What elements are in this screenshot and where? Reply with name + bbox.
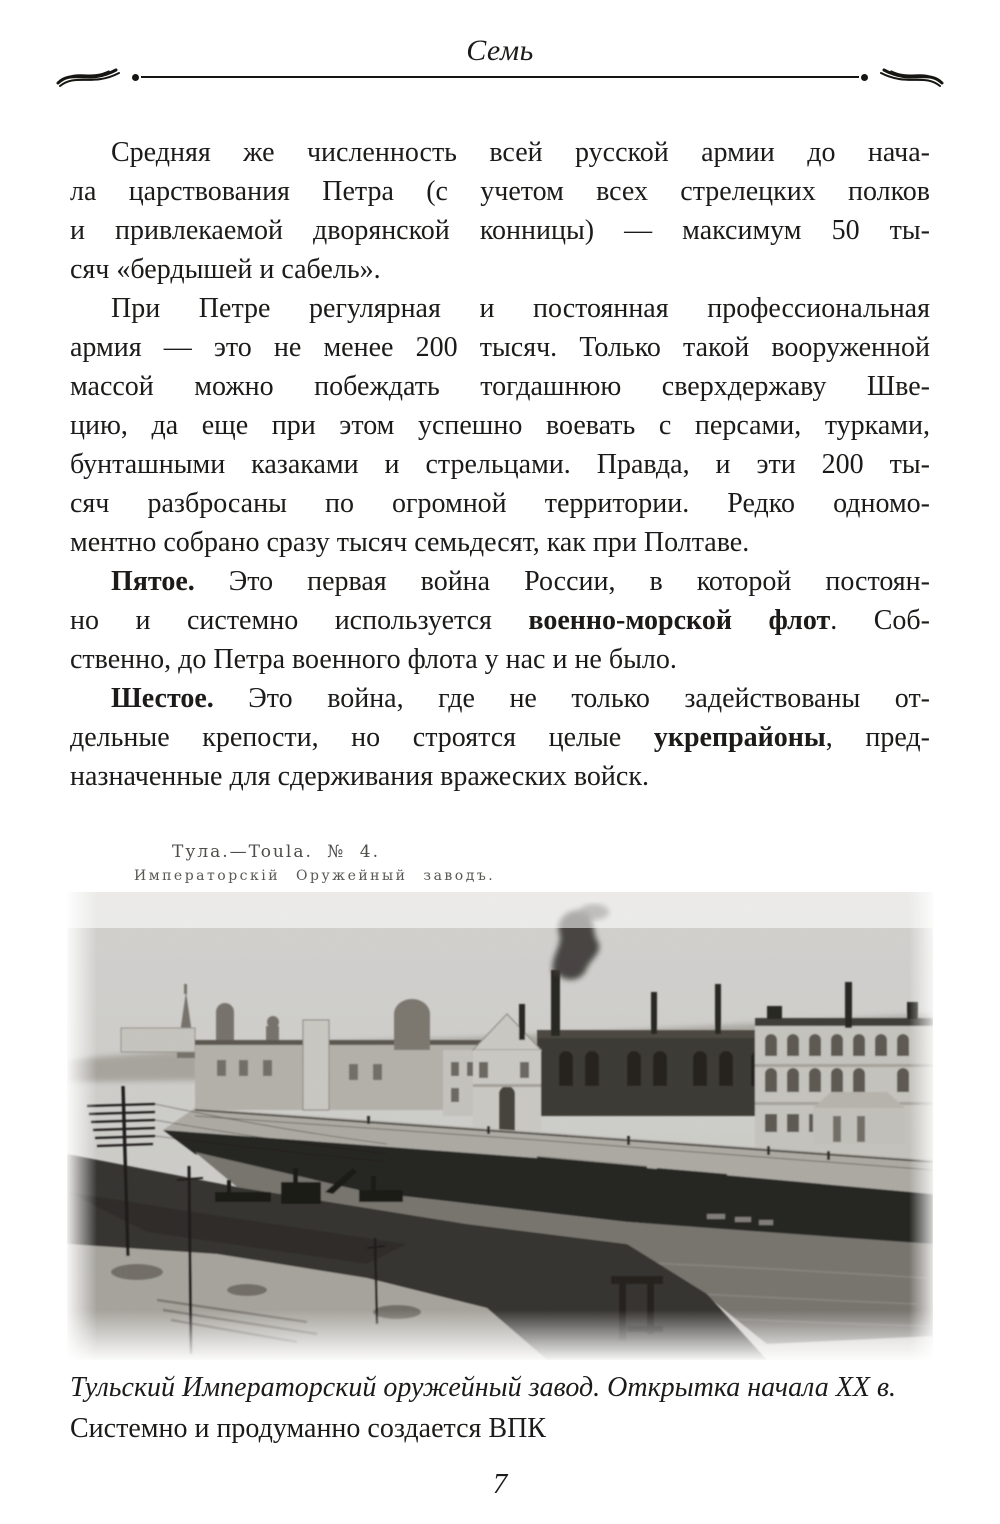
text-segment: ментно собрано сразу тысяч семьдесят, как при Полтаве. [70, 527, 750, 558]
photo-caption-italic: Тульский Императорский оружейный завод. Открытка начала ХХ в. [70, 1372, 897, 1403]
text-line [70, 562, 930, 601]
photo-scene [67, 892, 933, 1360]
text-line [70, 601, 930, 640]
photo-caption-roman: Системно и продуманно создается ВПК [70, 1413, 546, 1444]
rule-dot [132, 74, 139, 81]
bold-text-segment: военно-морской флот [528, 605, 831, 636]
text-line [70, 172, 930, 211]
text-line [70, 211, 930, 250]
photo-tula-arms-factory [67, 892, 933, 1360]
header-rule [56, 64, 944, 90]
flourish-icon [878, 65, 944, 89]
page-number: 7 [492, 1468, 508, 1500]
postcard-label-title: Тула.—Toula. № 4. [172, 842, 380, 862]
text-segment: Это война, где не только задействованы от- [213, 683, 930, 714]
text-line [70, 757, 930, 796]
photo-grain [67, 892, 933, 1360]
text-line [70, 445, 930, 484]
running-head [0, 34, 1000, 68]
text-segment: , пред- [825, 722, 930, 753]
chapter-title: Семь [466, 34, 534, 67]
text-segment: и привлекаемой дворянской конницы) — максимум 50 ты- [70, 215, 930, 246]
bold-text-segment: укрепрайоны [653, 722, 826, 753]
text-line [70, 640, 930, 679]
bold-text-segment: Пятое. [111, 566, 195, 597]
rule-dot [861, 74, 868, 81]
text-line [70, 406, 930, 445]
rule-line [141, 76, 859, 78]
paragraph [70, 133, 930, 289]
text-segment: цию, да еще при этом успешно воевать с персами, турками, [70, 410, 930, 441]
text-segment: ственно, до Петра военного флота у нас и не было. [70, 644, 677, 675]
text-segment: сяч разбросаны по огромной территории. Редко одномо- [70, 488, 930, 519]
text-segment: Средняя же численность всей русской армии до нача- [111, 137, 930, 168]
text-segment: армия — это не менее 200 тысяч. Только такой вооруженной [70, 332, 930, 363]
text-segment: сяч «бердышей и сабель». [70, 254, 381, 285]
body-paragraphs [70, 133, 930, 796]
text-line [70, 679, 930, 718]
paragraph [70, 289, 930, 562]
text-line [70, 289, 930, 328]
paragraph [70, 679, 930, 796]
postcard-label-subtitle: Императорскій Оружейный заводъ. [134, 868, 496, 884]
text-segment: массой можно побеждать тогдашнюю сверхдержаву Шве- [70, 371, 930, 402]
text-segment: При Петре регулярная и постоянная профессиональная [111, 293, 930, 324]
text-line [70, 250, 930, 289]
text-line [70, 484, 930, 523]
text-segment: но и системно используется [70, 605, 529, 636]
text-segment: дельные крепости, но строятся целые [70, 722, 654, 753]
text-line [70, 133, 930, 172]
text-segment: назначенные для сдерживания вражеских войск. [70, 761, 649, 792]
text-segment: . Соб- [830, 605, 930, 636]
text-segment: ла царствования Петра (с учетом всех стрелецких полков [70, 176, 930, 207]
text-segment: бунташными казаками и стрельцами. Правда, и эти 200 ты- [70, 449, 930, 480]
text-line [70, 718, 930, 757]
flourish-icon [56, 65, 122, 89]
text-line [70, 523, 930, 562]
text-line [70, 328, 930, 367]
paragraph [70, 562, 930, 679]
bold-text-segment: Шестое. [111, 683, 214, 714]
text-segment: Это первая война России, в которой постоян- [194, 566, 930, 597]
text-line [70, 367, 930, 406]
